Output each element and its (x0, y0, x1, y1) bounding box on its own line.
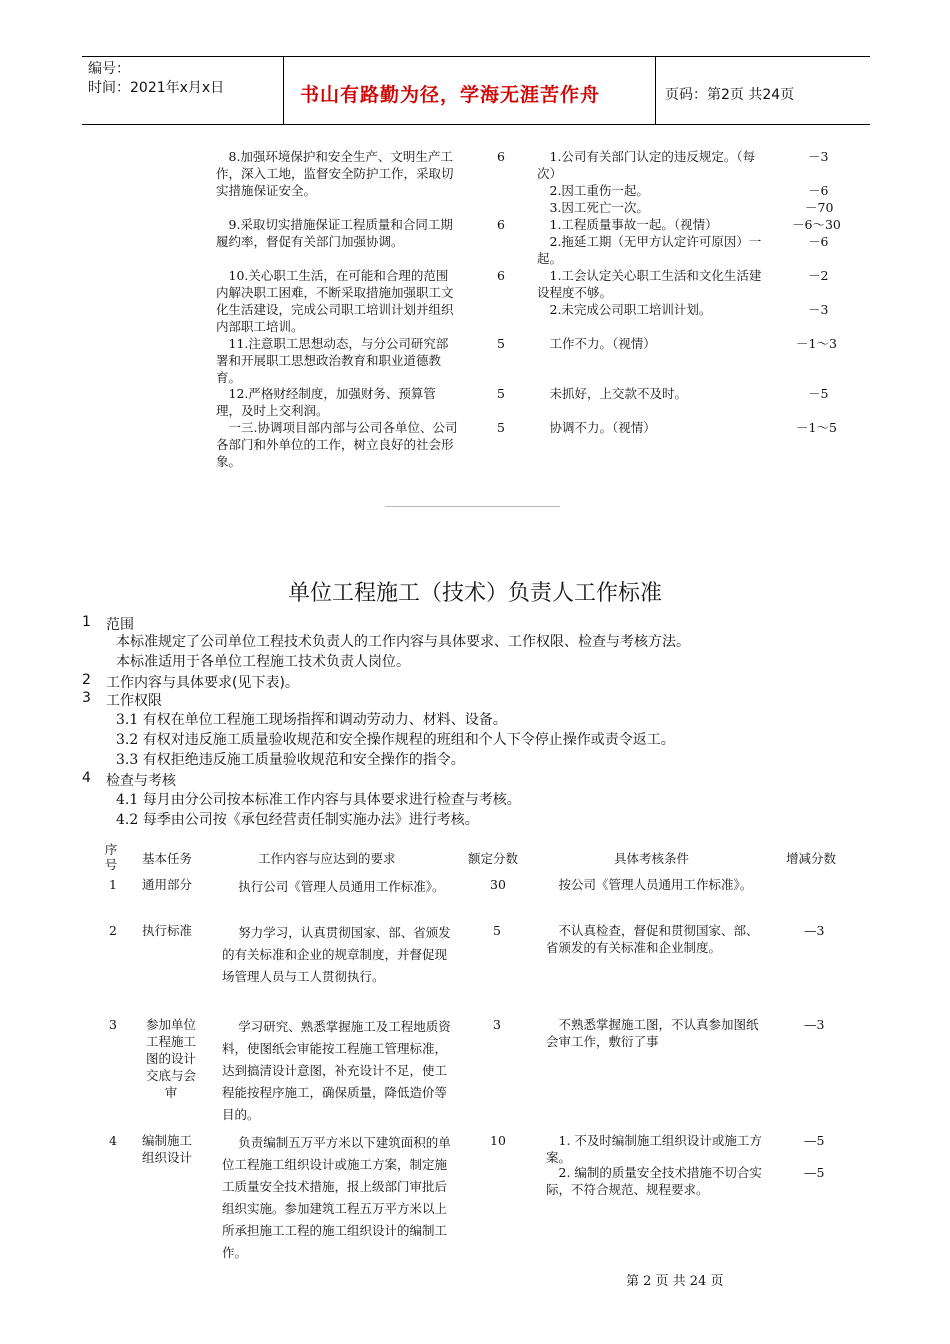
section-number: 1 (82, 614, 91, 630)
col-header-condition: 具体考核条件 (614, 851, 690, 866)
row-task: 通用部分 (142, 877, 193, 892)
delta-cell: －6 (808, 183, 829, 198)
header-meta (88, 60, 224, 98)
header-top-rule (82, 56, 870, 57)
condition-cell: 协调不力。（视情） (549, 420, 656, 435)
clause: 3.3 有权拒绝违反施工质量验收规范和安全操作的指令。 (116, 752, 465, 768)
condition-cell: 3.因工死亡一次。 (549, 200, 649, 215)
row-seq: 4 (109, 1133, 117, 1148)
row-delta: —3 (804, 923, 825, 938)
clause: 3.2 有权对违反施工质量验收规范和安全操作规程的班组和个人下令停止操作或责令返工。 (116, 732, 675, 748)
section-number: 2 (82, 672, 91, 688)
col-header-task: 基本任务 (142, 851, 193, 866)
section-number: 4 (82, 770, 91, 786)
row-score: 30 (490, 877, 506, 892)
delta-cell: －2 (808, 268, 829, 283)
header-divider (655, 56, 656, 124)
delta-cell: －1～5 (796, 420, 837, 435)
row-task: 编制施工组织设计 (142, 1133, 193, 1165)
section-heading: 检查与考核 (106, 773, 176, 789)
task-cell: 8.加强环境保护和安全生产、文明生产工作，深入工地，监督安全防护工作，采取切实措施保证安全。 (216, 149, 454, 198)
condition-cell: 1.工会认定关心职工生活和文化生活建设程度不够。 (537, 268, 762, 300)
row-seq: 2 (109, 923, 117, 938)
row-condition: 按公司《管理人员通用工作标准》。 (558, 877, 753, 892)
row-condition: 不熟悉掌握施工图，不认真参加图纸会审工作，敷衍了事 (546, 1017, 759, 1049)
paragraph: 本标准适用于各单位工程施工技术负责人岗位。 (116, 654, 410, 670)
header-bottom-rule (82, 124, 870, 125)
header-divider (283, 56, 284, 124)
delta-cell: －1～3 (796, 336, 837, 351)
clause: 4.1 每月由分公司按本标准工作内容与具体要求进行检查与考核。 (116, 792, 521, 808)
score-cell: 6 (497, 149, 505, 164)
row-score: 3 (493, 1017, 501, 1032)
delta-cell: －6～30 (792, 217, 841, 232)
page-footer: 第 2 页 共 24 页 (626, 1274, 724, 1289)
delta-cell: －6 (808, 234, 829, 249)
row-condition: 不认真检查，督促和贯彻国家、部、省颁发的有关标准和企业制度。 (546, 923, 759, 955)
col-header-score: 额定分数 (468, 851, 519, 866)
row-delta: —5 (804, 1165, 825, 1180)
row-delta: —3 (804, 1017, 825, 1032)
task-cell: 9.采取切实措施保证工程质量和合同工期履约率，督促有关部门加强协调。 (216, 217, 453, 249)
row-content: 负责编制五万平方米以下建筑面积的单位工程施工组织设计或施工方案，制定施工质量安全技术措施，报上级部门审批后组织实施。参加建筑工程五万平方米以上所承担施工工程的施工组织设计的编制工作。 (222, 1135, 451, 1260)
row-content: 执行公司《管理人员通用工作标准》。 (238, 879, 445, 894)
task-cell: 10.关心职工生活，在可能和合理的范围内解决职工困难，不断采取措施加强职工文化生活建设，完成公司职工培训计划并组织内部职工培训。 (216, 268, 454, 334)
delta-cell: －3 (808, 302, 829, 317)
condition-cell: 2.未完成公司职工培训计划。 (549, 302, 712, 317)
row-seq: 1 (109, 877, 117, 892)
row-content: 学习研究、熟悉掌握施工及工程地质资料，使图纸会审能按工程施工管理标准，达到搞清设计意图，补充设计不足，使工程能按程序施工，确保质量，降低造价等目的。 (222, 1019, 451, 1122)
document-number-label: 编号： (88, 61, 130, 77)
section-heading: 工作权限 (106, 693, 162, 709)
condition-cell: 1.工程质量事故一起。（视情） (549, 217, 718, 232)
document-title: 单位工程施工（技术）负责人工作标准 (287, 581, 662, 606)
row-condition: 1. 不及时编制施工组织设计或施工方案。 (546, 1133, 762, 1165)
col-header-delta: 增减分数 (786, 851, 837, 866)
score-cell: 6 (497, 268, 505, 283)
condition-cell: 工作不力。（视情） (549, 336, 656, 351)
row-seq: 3 (109, 1017, 117, 1032)
row-score: 5 (493, 923, 501, 938)
header-motto: 书山有路勤为径，学海无涯苦作舟 (300, 84, 601, 106)
condition-cell: 1.公司有关部门认定的违反规定。（每次） (537, 149, 756, 181)
score-cell: 5 (497, 336, 505, 351)
condition-cell: 2.因工重伤一起。 (549, 183, 649, 198)
row-task: 执行标准 (142, 923, 193, 938)
document-date: 时间：2021年x月x日 (88, 80, 225, 96)
delta-cell: －3 (808, 149, 829, 164)
score-cell: 5 (497, 386, 505, 401)
task-cell: 一三.协调项目部内部与公司各单位、公司各部门和外单位的工作，树立良好的社会形象。 (216, 420, 458, 469)
section-heading: 范围 (106, 617, 134, 633)
clause: 3.1 有权在单位工程施工现场指挥和调动劳动力、材料、设备。 (116, 712, 507, 728)
section-separator (385, 506, 560, 507)
delta-cell: －70 (805, 200, 834, 215)
task-cell: 12.严格财经制度，加强财务、预算管理，及时上交利润。 (216, 386, 436, 418)
col-header-content: 工作内容与应达到的要求 (258, 851, 396, 866)
score-cell: 6 (497, 217, 505, 232)
section-heading: 工作内容与具体要求(见下表)。 (106, 675, 299, 691)
col-header-seq: 序号 (104, 842, 118, 872)
delta-cell: －5 (808, 386, 829, 401)
row-condition: 2. 编制的质量安全技术措施不切合实际，不符合规范、规程要求。 (546, 1165, 762, 1197)
paragraph: 本标准规定了公司单位工程技术负责人的工作内容与具体要求、工作权限、检查与考核方法。 (116, 634, 690, 650)
row-score: 10 (490, 1133, 506, 1148)
clause: 4.2 每季由公司按《承包经营责任制实施办法》进行考核。 (116, 812, 479, 828)
row-content: 努力学习，认真贯彻国家、部、省颁发的有关标准和企业的规章制度，并督促现场管理人员与工人贯彻执行。 (222, 925, 451, 984)
condition-cell: 2.拖延工期（无甲方认定许可原因）一起。 (537, 234, 762, 266)
condition-cell: 未抓好，上交款不及时。 (549, 386, 688, 401)
row-delta: —5 (804, 1133, 825, 1148)
section-number: 3 (82, 690, 91, 706)
row-task: 参加单位工程施工图的设计交底与会审 (145, 1017, 196, 1100)
task-cell: 11.注意职工思想动态，与分公司研究部署和开展职工思想政治教育和职业道德教育。 (216, 336, 449, 385)
score-cell: 5 (497, 420, 505, 435)
header-page-info: 页码：第2页 共24页 (665, 87, 795, 103)
